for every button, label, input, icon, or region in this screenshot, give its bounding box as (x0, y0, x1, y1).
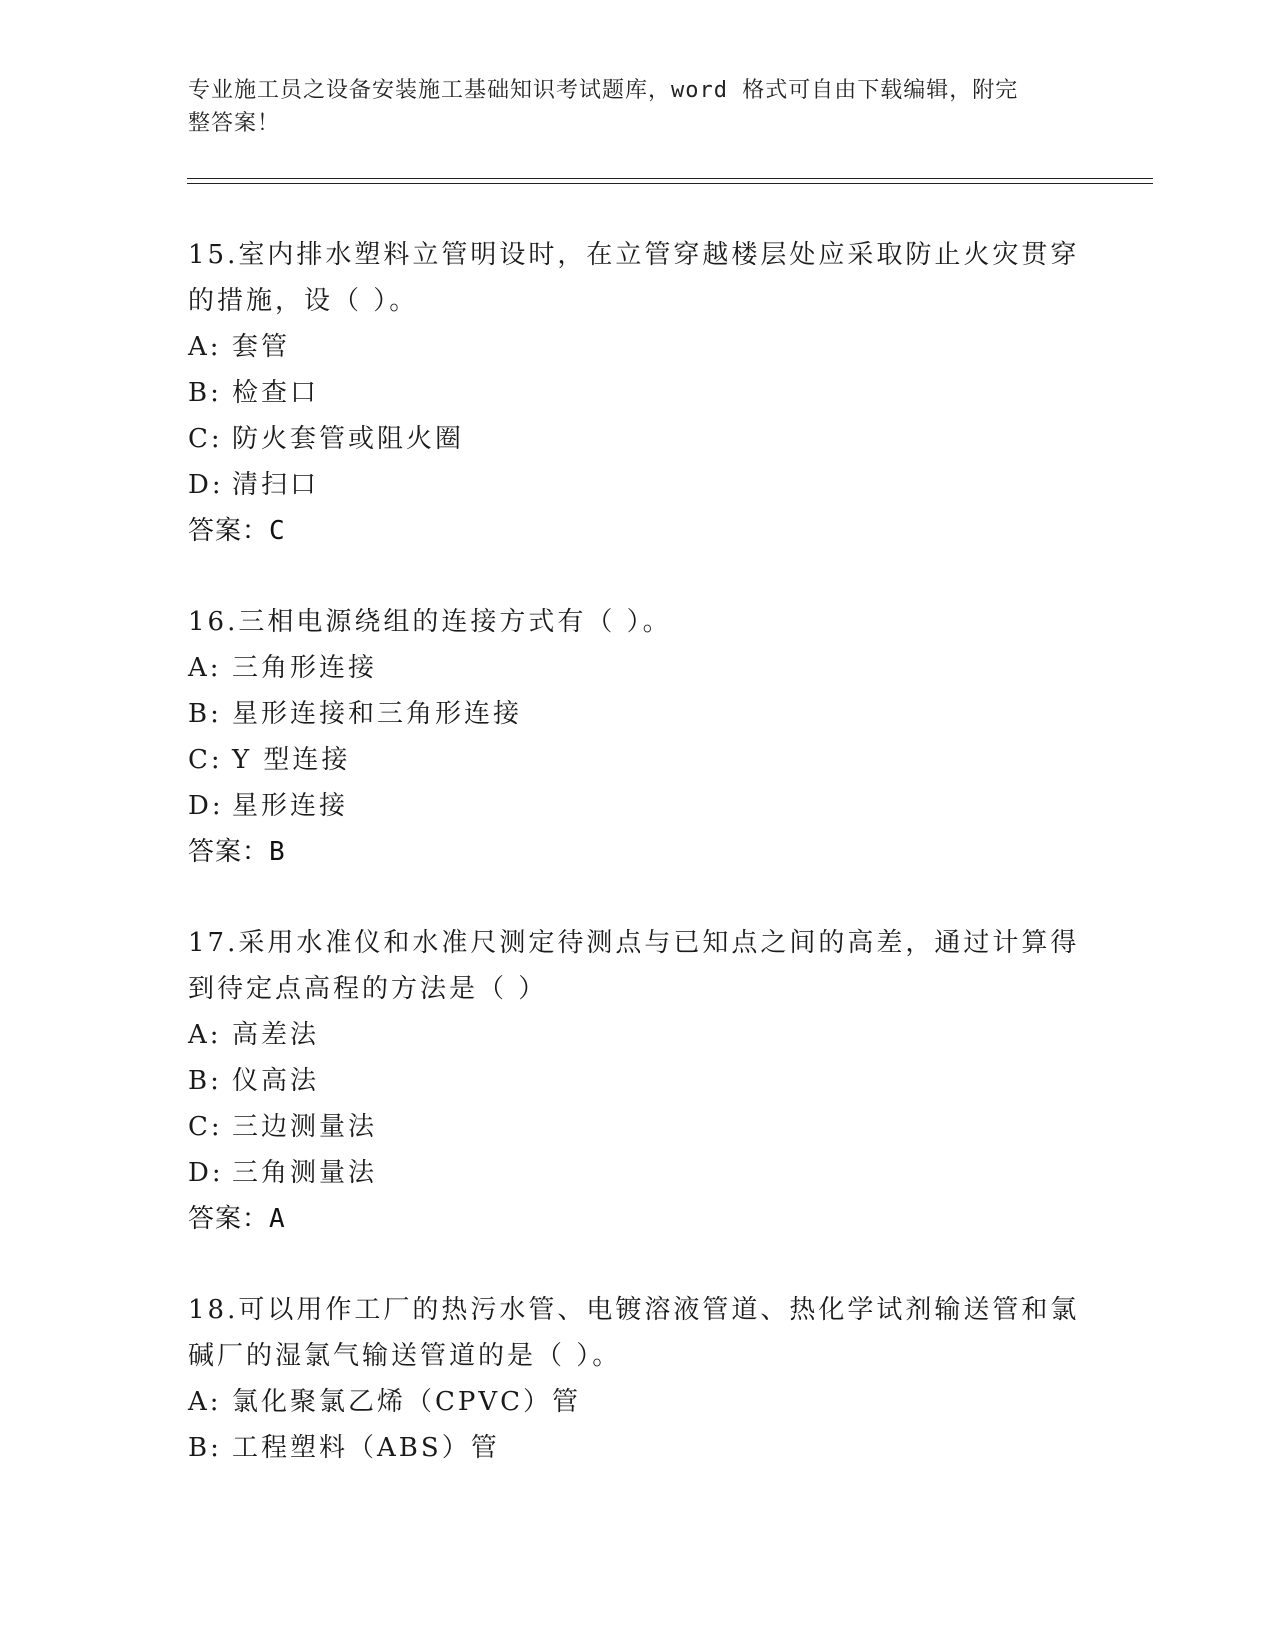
option-letter: A: (188, 332, 222, 362)
question-stem-line: 到待定点高程的方法是（ ） (188, 974, 548, 1004)
answer-option (188, 737, 1088, 783)
question-item (188, 920, 1088, 1242)
option-text: 防火套管或阻火圈 (232, 424, 465, 454)
document-header (188, 74, 1068, 140)
answer-option (188, 1058, 1088, 1104)
option-text: 清扫口 (232, 470, 320, 500)
answer-option (188, 645, 1088, 691)
option-letter: A: (188, 653, 222, 683)
option-text: 三角测量法 (232, 1158, 378, 1188)
answer-option (188, 1379, 1088, 1425)
answer-option (188, 1425, 1088, 1471)
option-letter: A: (188, 1387, 222, 1417)
answer-key: 答案：A (188, 1204, 286, 1234)
answer-key: 答案：C (188, 516, 286, 546)
answer-option (188, 1150, 1088, 1196)
option-letter: C: (188, 424, 223, 454)
option-text: 星形连接和三角形连接 (232, 699, 523, 729)
question-stem-line: 18.可以用作工厂的热污水管、电镀溶液管道、热化学试剂输送管和氯 (188, 1295, 1080, 1325)
option-letter: B: (188, 1066, 222, 1096)
option-letter: B: (188, 699, 222, 729)
question-item (188, 1287, 1088, 1471)
option-letter: D: (188, 791, 224, 821)
option-letter: D: (188, 1158, 224, 1188)
answer-option (188, 783, 1088, 829)
option-text: 星形连接 (232, 791, 349, 821)
header-line-1: 专业施工员之设备安装施工基础知识考试题库，word 格式可自由下载编辑，附完 (188, 78, 1019, 103)
option-text: 三边测量法 (232, 1112, 378, 1142)
option-text: 仪高法 (232, 1066, 320, 1096)
question-item (188, 599, 1088, 875)
question-stem-line: 16.三相电源绕组的连接方式有（ ）。 (188, 607, 672, 637)
header-divider-top (187, 178, 1153, 179)
option-letter: C: (188, 745, 223, 775)
question-stem-line: 碱厂的湿氯气输送管道的是（ ）。 (188, 1341, 622, 1371)
header-line-2: 整答案！ (188, 111, 281, 136)
answer-option (188, 370, 1088, 416)
answer-option (188, 462, 1088, 508)
option-letter: B: (188, 378, 222, 408)
question-stem-line: 15.室内排水塑料立管明设时，在立管穿越楼层处应采取防止火灾贯穿 (188, 240, 1080, 270)
option-text: 套管 (232, 332, 291, 362)
option-letter: C: (188, 1112, 223, 1142)
option-text: 氯化聚氯乙烯（CPVC）管 (232, 1387, 582, 1417)
question-item (188, 232, 1088, 554)
option-text: Y 型连接 (232, 745, 351, 775)
option-text: 高差法 (232, 1020, 320, 1050)
option-text: 三角形连接 (232, 653, 378, 683)
option-letter: B: (188, 1433, 222, 1463)
question-stem-line: 的措施，设（ ）。 (188, 286, 419, 316)
answer-key: 答案：B (188, 837, 286, 867)
option-text: 检查口 (232, 378, 320, 408)
option-letter: D: (188, 470, 224, 500)
option-text: 工程塑料（ABS）管 (232, 1433, 500, 1463)
answer-option (188, 324, 1088, 370)
question-list (188, 232, 1088, 1516)
answer-option (188, 1104, 1088, 1150)
answer-option (188, 416, 1088, 462)
question-stem-line: 17.采用水准仪和水准尺测定待测点与已知点之间的高差，通过计算得 (188, 928, 1080, 958)
answer-option (188, 1012, 1088, 1058)
header-divider-bottom (187, 183, 1153, 184)
answer-option (188, 691, 1088, 737)
option-letter: A: (188, 1020, 222, 1050)
